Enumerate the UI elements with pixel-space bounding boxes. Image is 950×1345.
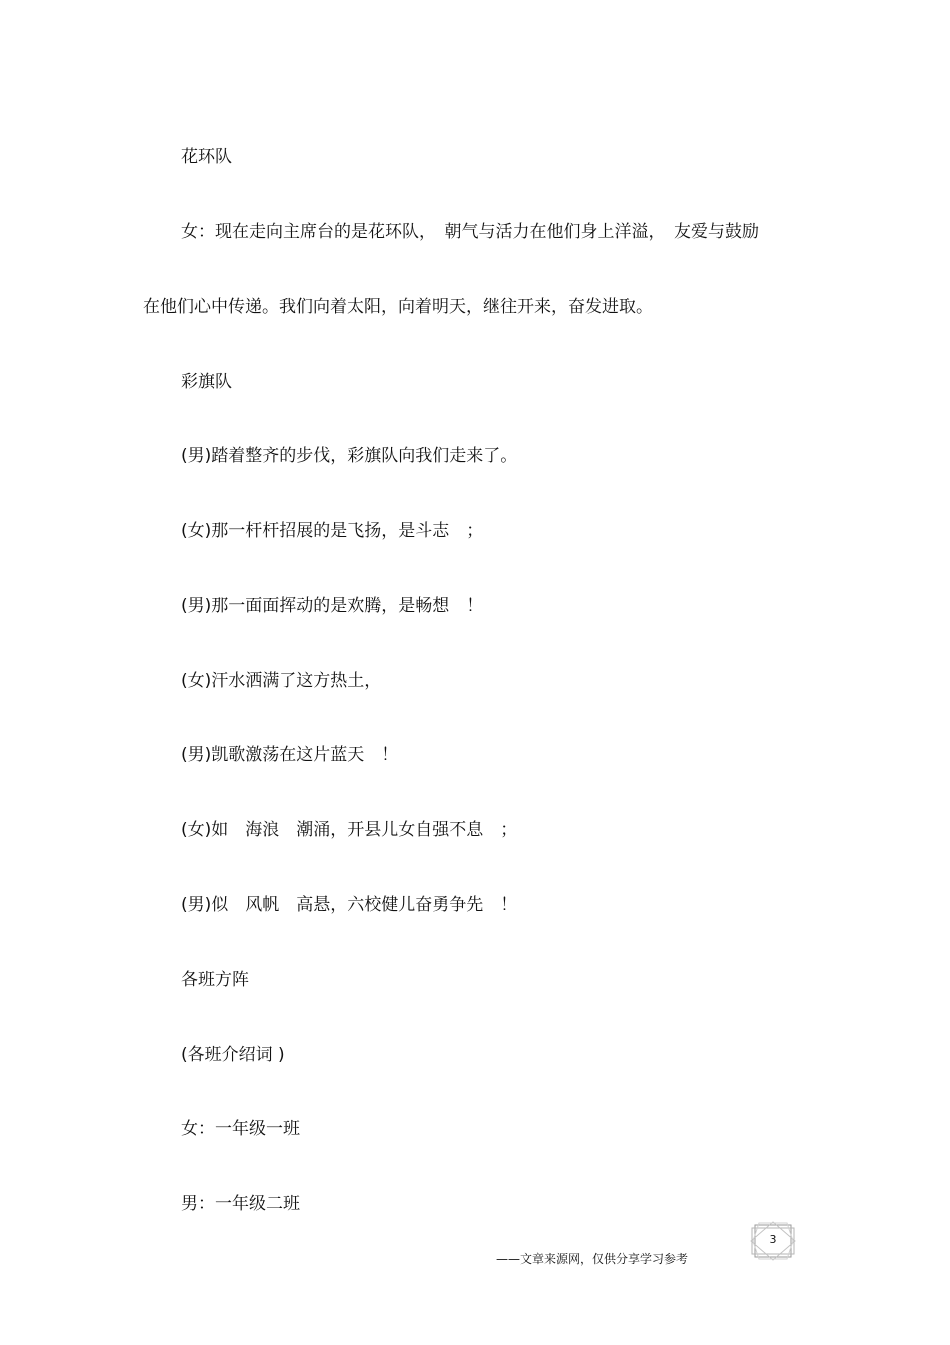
paragraph-line: (女)如 海浪 潮涌，开县儿女自强不息 ； <box>181 820 518 840</box>
paragraph-line: (女)那一杆杆招展的是飞扬，是斗志 ； <box>181 521 484 541</box>
paragraph-line: 男：一年级二班 <box>181 1194 300 1214</box>
paragraph-line: (男)那一面面挥动的是欢腾，是畅想 ！ <box>181 596 484 616</box>
paragraph-line: (女)汗水洒满了这方热土， <box>181 671 382 691</box>
paragraph-line: (男)似 风帆 高悬，六校健儿奋勇争先 ！ <box>181 895 518 915</box>
heading-flower-team: 花环队 <box>181 147 232 167</box>
paragraph-line: 女：现在走向主席台的是花环队， 朝气与活力在他们身上洋溢， 友爱与鼓励 <box>181 222 759 242</box>
footer-source-note: ——文章来源网，仅供分享学习参考 <box>496 1252 689 1266</box>
paragraph-line: (男)凯歌激荡在这片蓝天 ！ <box>181 745 399 765</box>
paragraph-line: (各班介绍词 ) <box>181 1045 285 1065</box>
heading-flag-team: 彩旗队 <box>181 372 232 392</box>
page-number-badge <box>749 1221 797 1261</box>
paragraph-line: 在他们心中传递。我们向着太阳，向着明天，继往开来，奋发进取。 <box>143 297 653 317</box>
heading-class-formation: 各班方阵 <box>181 970 249 990</box>
paragraph-line: 女：一年级一班 <box>181 1119 300 1139</box>
paragraph-line: (男)踏着整齐的步伐，彩旗队向我们走来了。 <box>181 446 518 466</box>
page-number: 3 <box>769 1233 777 1246</box>
